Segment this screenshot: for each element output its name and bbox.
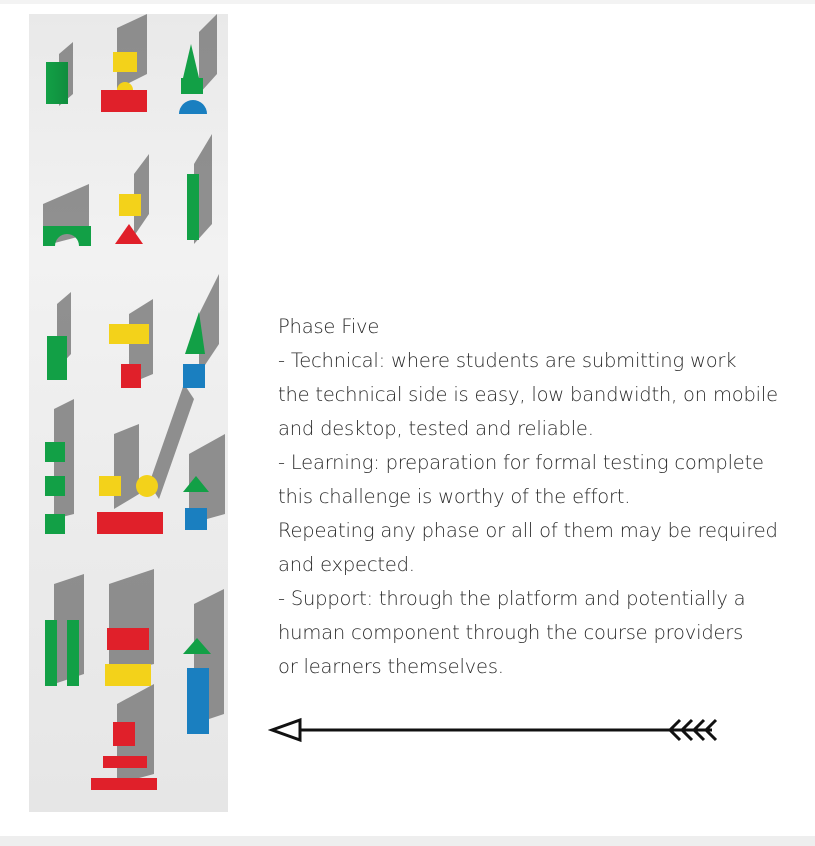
text-line: or learners themselves. (278, 655, 504, 678)
text-line: human component through the course providers (278, 621, 744, 644)
building-blocks-photo (29, 14, 228, 812)
bottom-border (0, 836, 815, 846)
text-line: Repeating any phase or all of them may be required (278, 519, 778, 542)
heading-phase-five: Phase Five (278, 315, 380, 338)
text-line: the technical side is easy, low bandwidth, on mobile (278, 383, 778, 406)
text-line: - Technical: where students are submitting work (278, 349, 737, 372)
text-line: and desktop, tested and reliable. (278, 417, 594, 440)
text-line: this challenge is worthy of the effort. (278, 485, 631, 508)
text-line: - Learning: preparation for formal testing complete (278, 451, 764, 474)
top-border (0, 0, 815, 4)
text-line: and expected. (278, 553, 415, 576)
text-line: - Support: through the platform and potentially a (278, 587, 746, 610)
phase-five-description (278, 310, 808, 684)
left-arrow-icon (268, 710, 728, 750)
